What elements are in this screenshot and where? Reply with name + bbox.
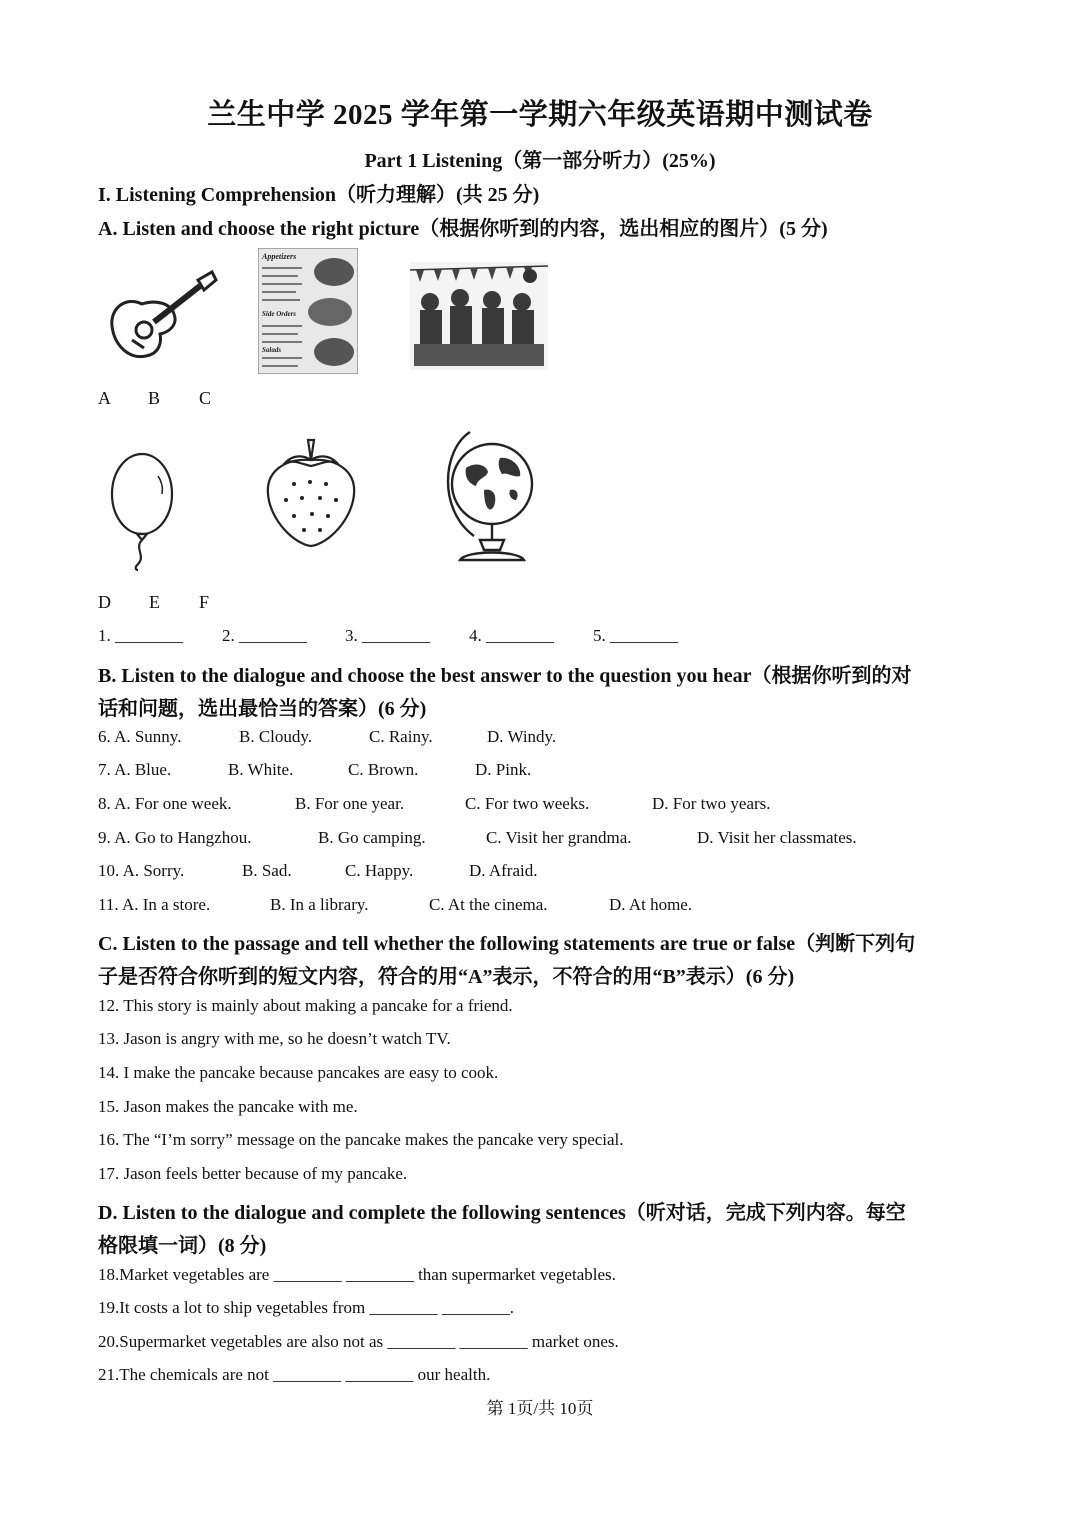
sentence-20[interactable]: 20.Supermarket vegetables are also not as ________ ________ market ones. — [98, 1332, 619, 1351]
question-number: 6. — [98, 727, 111, 746]
question-number: 9. — [98, 828, 111, 847]
option-b[interactable]: B. For one year. — [295, 794, 405, 813]
option-b[interactable]: B. Go camping. — [318, 828, 426, 847]
party-picture — [410, 262, 548, 370]
guitar-picture — [104, 268, 220, 368]
picture-label-a: A — [98, 388, 111, 408]
option-d[interactable]: D. Pink. — [475, 760, 532, 779]
menu-header-appetizers: Appetizers — [262, 252, 297, 261]
answer-blank-1[interactable]: 1. ________ — [98, 626, 183, 645]
option-c[interactable]: C. At the cinema. — [429, 895, 548, 914]
option-a[interactable]: A. In a store. — [121, 895, 211, 914]
sentence-19[interactable]: 19.It costs a lot to ship vegetables from ________ ________. — [98, 1298, 514, 1317]
picture-label-c: C — [199, 388, 212, 408]
option-d[interactable]: D. Visit her classmates. — [697, 828, 857, 847]
menu-header-side-orders: Side Orders — [262, 310, 297, 318]
section-c-heading-cont: 子是否符合你听到的短文内容，符合的用“A”表示，不符合的用“B”表示）(6 分) — [98, 966, 795, 988]
option-b[interactable]: B. White. — [228, 760, 294, 779]
question-number: 8. — [98, 794, 111, 813]
option-c[interactable]: C. Brown. — [348, 760, 419, 779]
globe-picture — [436, 428, 542, 570]
statement-12: 12. This story is mainly about making a pancake for a friend. — [98, 996, 513, 1015]
sentence-18[interactable]: 18.Market vegetables are ________ ________ than supermarket vegetables. — [98, 1265, 616, 1284]
answer-blank-3[interactable]: 3. ________ — [345, 626, 430, 645]
statement-13: 13. Jason is angry with me, so he doesn’t watch TV. — [98, 1029, 451, 1048]
option-c[interactable]: C. Visit her grandma. — [486, 828, 632, 847]
menu-header-salads: Salads — [262, 346, 282, 354]
option-a[interactable]: A. Go to Hangzhou. — [114, 828, 252, 847]
section-d-heading: D. Listen to the dialogue and complete the following sentences（听对话，完成下列内容。每空 — [98, 1202, 906, 1224]
option-d[interactable]: D. At home. — [609, 895, 693, 914]
picture-label-b: B — [148, 388, 161, 408]
option-d[interactable]: D. For two years. — [652, 794, 771, 813]
section-c-heading: C. Listen to the passage and tell whether the following statements are true or false（判断下列句 — [98, 933, 916, 955]
question-number: 11. — [98, 895, 119, 914]
sentence-21[interactable]: 21.The chemicals are not ________ ________ our health. — [98, 1365, 491, 1384]
option-a[interactable]: A. Sorry. — [122, 861, 185, 880]
menu-picture — [258, 248, 358, 374]
option-d[interactable]: D. Windy. — [487, 727, 557, 746]
statement-14: 14. I make the pancake because pancakes are easy to cook. — [98, 1063, 499, 1082]
section-b-heading: B. Listen to the dialogue and choose the best answer to the question you hear（根据你听到的对 — [98, 665, 912, 687]
section-i-heading: I. Listening Comprehension（听力理解）(共 25 分) — [98, 184, 540, 206]
answer-blank-5[interactable]: 5. ________ — [593, 626, 678, 645]
option-a[interactable]: A. Sunny. — [114, 727, 182, 746]
balloon-picture — [106, 448, 178, 572]
section-b-heading-cont: 话和问题，选出最恰当的答案）(6 分) — [98, 698, 427, 720]
picture-label-f: F — [199, 592, 210, 612]
option-d[interactable]: D. Afraid. — [469, 861, 538, 880]
exam-title: 兰生中学 2025 学年第一学期六年级英语期中测试卷 — [207, 99, 873, 131]
section-a-heading: A. Listen and choose the right picture（根据你听到的内容，选出相应的图片）(5 分) — [98, 218, 828, 240]
picture-label-e: E — [149, 592, 160, 612]
option-c[interactable]: C. Rainy. — [369, 727, 433, 746]
statement-17: 17. Jason feels better because of my pancake. — [98, 1164, 408, 1183]
option-a[interactable]: A. Blue. — [114, 760, 172, 779]
part1-heading: Part 1 Listening（第一部分听力）(25%) — [364, 150, 716, 172]
option-b[interactable]: B. Sad. — [242, 861, 292, 880]
option-c[interactable]: C. Happy. — [345, 861, 414, 880]
question-number: 10. — [98, 861, 120, 880]
strawberry-picture — [264, 436, 358, 550]
option-c[interactable]: C. For two weeks. — [465, 794, 590, 813]
option-a[interactable]: A. For one week. — [114, 794, 232, 813]
section-d-heading-cont: 格限填一词）(8 分) — [98, 1235, 267, 1257]
answer-blank-2[interactable]: 2. ________ — [222, 626, 307, 645]
option-b[interactable]: B. Cloudy. — [239, 727, 313, 746]
statement-16: 16. The “I’m sorry” message on the pancake makes the pancake very special. — [98, 1130, 624, 1149]
page-footer: 第 1页/共 10页 — [486, 1399, 594, 1418]
picture-label-d: D — [98, 592, 111, 612]
statement-15: 15. Jason makes the pancake with me. — [98, 1097, 358, 1116]
answer-blank-4[interactable]: 4. ________ — [469, 626, 554, 645]
option-b[interactable]: B. In a library. — [270, 895, 369, 914]
question-number: 7. — [98, 760, 111, 779]
